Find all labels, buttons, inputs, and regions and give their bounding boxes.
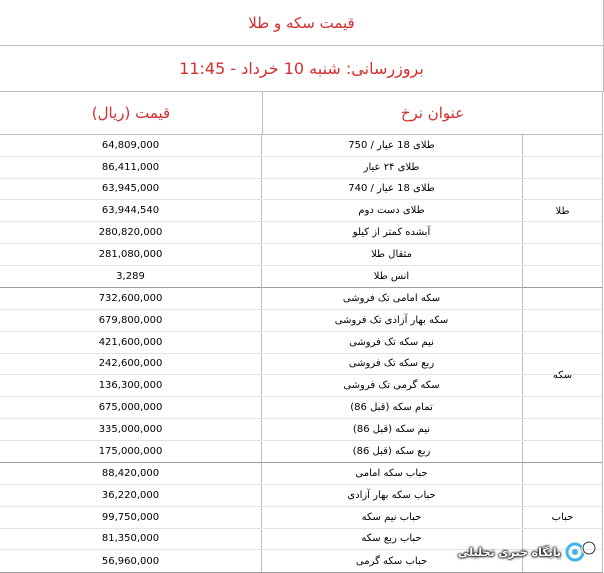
name-cell: نیم سکه تک فروشی	[349, 336, 434, 348]
price-cell: 136,300,000	[0, 375, 262, 396]
price-cell: 242,600,000	[0, 354, 262, 375]
price-cell: 335,000,000	[0, 419, 262, 440]
name-cell: حباب نیم سکه	[361, 511, 422, 523]
name-cell: طلای دست دوم	[358, 205, 425, 217]
price-cell: 679,800,000	[0, 310, 262, 331]
table-border	[602, 135, 603, 572]
group-0	[0, 135, 603, 288]
table-row	[0, 463, 603, 485]
name-cell: آبشده کمتر از کیلو	[352, 226, 431, 238]
name-cell: ربع سکه (قبل 86)	[352, 445, 431, 457]
news-logo-icon	[565, 537, 601, 567]
price-cell: 675,000,000	[0, 397, 262, 418]
price-cell: 280,820,000	[0, 222, 262, 243]
table-row	[0, 135, 603, 157]
name-cell: حباب ربع سکه	[361, 533, 422, 545]
table-row	[0, 222, 603, 244]
table-row	[0, 354, 603, 376]
name-cell: سکه گرمی تک فروشی	[343, 380, 440, 392]
table-row	[0, 441, 603, 463]
name-cell: طلای 18 عیار / 750	[348, 139, 435, 151]
header-name: عنوان نرخ	[263, 92, 603, 134]
price-cell: 81,350,000	[0, 529, 262, 550]
table-row	[0, 419, 603, 441]
price-cell: 281,080,000	[0, 244, 262, 265]
price-cell: 88,420,000	[0, 463, 262, 484]
table-row	[0, 244, 603, 266]
name-cell: حباب سکه امامی	[355, 468, 428, 480]
table-row	[0, 288, 603, 310]
name-cell: انس طلا	[373, 270, 410, 282]
name-cell: طلای 18 عیار / 740	[348, 183, 435, 195]
name-cell: طلای ۲۴ عیار	[363, 161, 420, 173]
price-cell: 3,289	[0, 266, 262, 288]
price-cell: 175,000,000	[0, 441, 262, 463]
table-header	[0, 92, 603, 135]
header-price: قیمت (ریال)	[0, 92, 263, 134]
table-row	[0, 200, 603, 222]
watermark-logo	[455, 535, 601, 569]
price-cell: 36,220,000	[0, 485, 262, 506]
price-cell: 732,600,000	[0, 288, 262, 309]
price-cell: 56,960,000	[0, 550, 262, 572]
name-cell: تمام سکه (قبل 86)	[350, 401, 433, 413]
price-table	[0, 135, 603, 573]
table-row	[0, 179, 603, 201]
price-cell: 64,809,000	[0, 135, 262, 156]
price-cell: 421,600,000	[0, 332, 262, 353]
name-cell: حباب سکه بهار آزادی	[347, 489, 436, 501]
group-label: طلا	[522, 135, 602, 287]
update-time: بروزرسانی: شنبه 10 خرداد - 11:45	[0, 46, 604, 92]
price-cell: 99,750,000	[0, 507, 262, 528]
name-cell: ربع سکه تک فروشی	[348, 358, 435, 370]
name-cell: مثقال طلا	[371, 248, 412, 260]
watermark-text: پایگاه خبری تحلیلی	[457, 545, 561, 559]
price-cell: 86,411,000	[0, 157, 262, 178]
name-cell: حباب سکه گرمی	[355, 555, 428, 567]
price-cell: 63,945,000	[0, 179, 262, 200]
name-cell: سکه امامی تک فروشی	[342, 293, 441, 305]
price-cell: 63,944,540	[0, 200, 262, 221]
page-title: قیمت سکه و طلا	[0, 0, 604, 46]
table-row	[0, 485, 603, 507]
group-label: سکه	[522, 288, 602, 462]
table-row	[0, 310, 603, 332]
table-row	[0, 507, 603, 529]
group-1	[0, 288, 603, 463]
table-row	[0, 157, 603, 179]
table-row	[0, 266, 603, 288]
table-row	[0, 397, 603, 419]
group-label: حباب	[522, 463, 602, 572]
table-row	[0, 375, 603, 397]
name-cell: نیم سکه (قبل 86)	[352, 423, 431, 435]
name-cell: سکه بهار آزادی تک فروشی	[334, 314, 449, 326]
table-row	[0, 332, 603, 354]
